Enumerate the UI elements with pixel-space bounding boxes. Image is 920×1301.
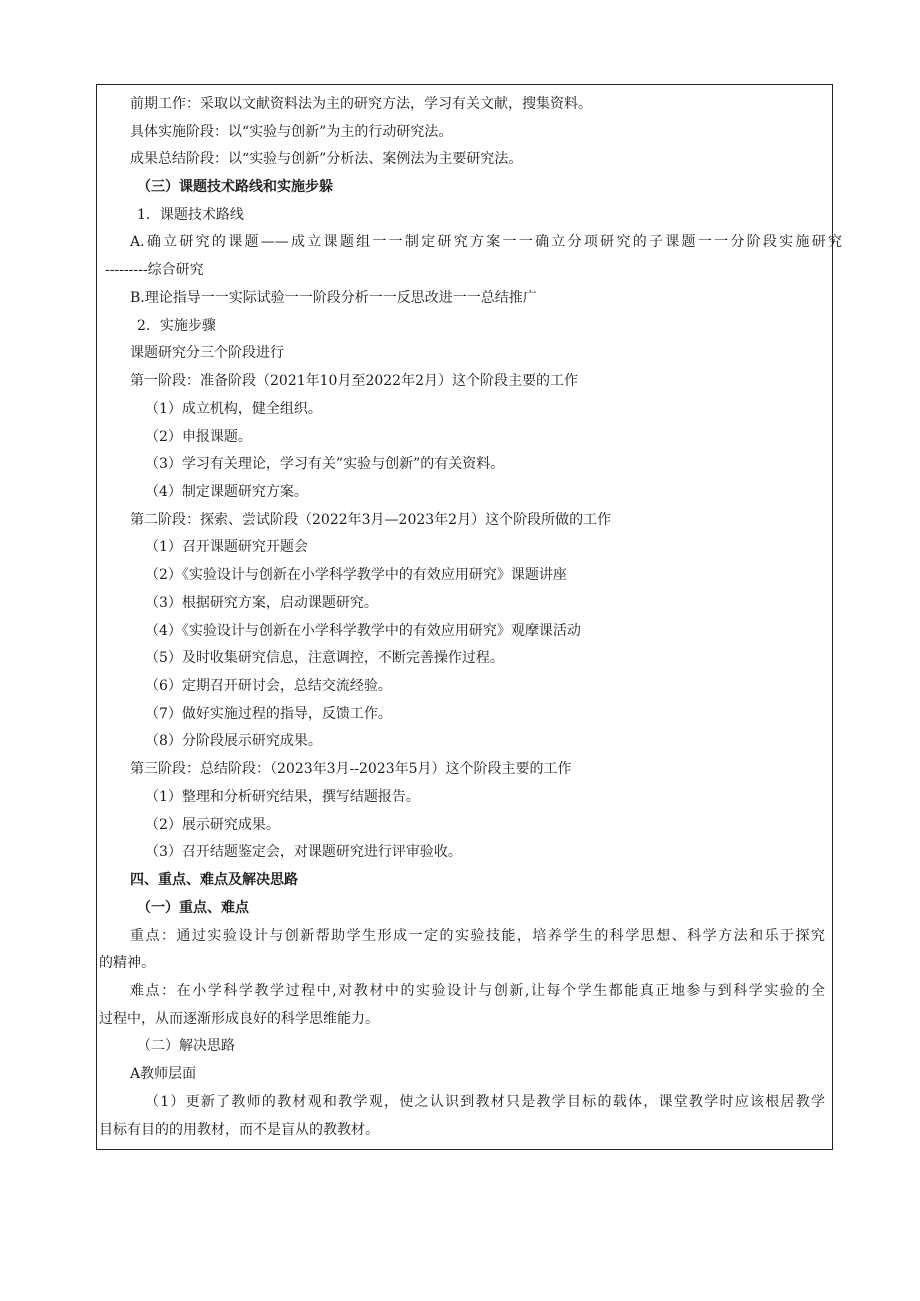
section-heading: （三）课题技术路线和实施步躲 xyxy=(137,179,333,195)
list-item: （2）申报课题。 xyxy=(145,429,252,445)
paragraph-line: 难点：在小学科学教学过程中,对教材中的实验设计与创新,让每个学生都能真正地参与到科学实验的全 xyxy=(130,983,825,999)
list-item: （3）召开结题鉴定会，对课题研究进行评审验收。 xyxy=(145,844,462,860)
text-line: 前期工作：采取以文献资料法为主的研究方法，学习有关文献，搜集资料。 xyxy=(130,96,592,112)
section-heading: （一）重点、难点 xyxy=(137,900,249,916)
text-line: ---------综合研究 xyxy=(105,262,204,278)
paragraph-line: （1）更新了教师的教材观和教学观，使之认识到教材只是教学目标的载体，课堂教学时应该根居教学 xyxy=(145,1094,825,1110)
paragraph-line: 过程中，从而逐渐形成良好的科学思维能力。 xyxy=(99,1011,379,1027)
section-heading: 四、重点、难点及解决思路 xyxy=(130,872,298,888)
list-item: （4）《实验设计与创新在小学科学教学中的有效应用研究》观摩课活动 xyxy=(145,623,581,639)
list-item: （3）根据研究方案，启动课题研究。 xyxy=(145,595,378,611)
list-item: （4）制定课题研究方案。 xyxy=(145,484,308,500)
text-line: A.确立研究的课题——成立课题组一一制定研究方案一一确立分项研究的子课题一一分阶段实施研究 xyxy=(130,234,842,250)
text-line: 第二阶段：探索、尝试阶段（2022年3月—2023年2月）这个阶段所做的工作 xyxy=(130,512,612,528)
list-item: （2）展示研究成果。 xyxy=(145,817,280,833)
text-line: B.理论指导一一实际试验一一阶段分析一一反思改进一一总结推广 xyxy=(130,290,537,306)
list-item: （1）召开课题研究开题会 xyxy=(145,539,308,555)
subheading: 1．课题技术路线 xyxy=(137,207,244,223)
list-item: （2）《实验设计与创新在小学科学教学中的有效应用研究》课题讲座 xyxy=(145,567,567,583)
subheading: A教师层面 xyxy=(130,1066,197,1082)
text-line: 成果总结阶段：以“实验与创新”分析法、案例法为主要研究法。 xyxy=(130,151,523,167)
text-line: 课题研究分三个阶段进行 xyxy=(130,345,284,361)
list-item: （1）整理和分析研究结果，撰写结题报告。 xyxy=(145,789,420,805)
subheading: 2．实施步骤 xyxy=(137,318,216,334)
list-item: （8）分阶段展示研究成果。 xyxy=(145,733,322,749)
subheading: （二）解决思路 xyxy=(137,1038,235,1054)
list-item: （7）做好实施过程的指导，反馈工作。 xyxy=(145,706,392,722)
document-frame xyxy=(96,84,842,1150)
list-item: （3）学习有关理论，学习有关”实验与创新”的有关资料。 xyxy=(145,456,505,472)
text-line: 第一阶段：准备阶段（2021年10月至2022年2月）这个阶段主要的工作 xyxy=(130,373,578,389)
paragraph-line: 目标有目的的用教材，而不是盲从的教教材。 xyxy=(99,1122,379,1138)
paragraph-line: 重点：通过实验设计与创新帮助学生形成一定的实验技能，培养学生的科学思想、科学方法和乐于探究 xyxy=(130,928,825,944)
text-line: 具体实施阶段：以“实验与创新”为主的行动研究法。 xyxy=(130,124,453,140)
list-item: （6）定期召开研讨会，总结交流经验。 xyxy=(145,678,392,694)
list-item: （5）及时收集研究信息，注意调控，不断完善操作过程。 xyxy=(145,650,504,666)
list-item: （1）成立机构，健全组织。 xyxy=(145,401,322,417)
text-line: 第三阶段：总结阶段：（2023年3月--2023年5月）这个阶段主要的工作 xyxy=(130,761,572,777)
paragraph-line: 的精神。 xyxy=(99,955,155,971)
